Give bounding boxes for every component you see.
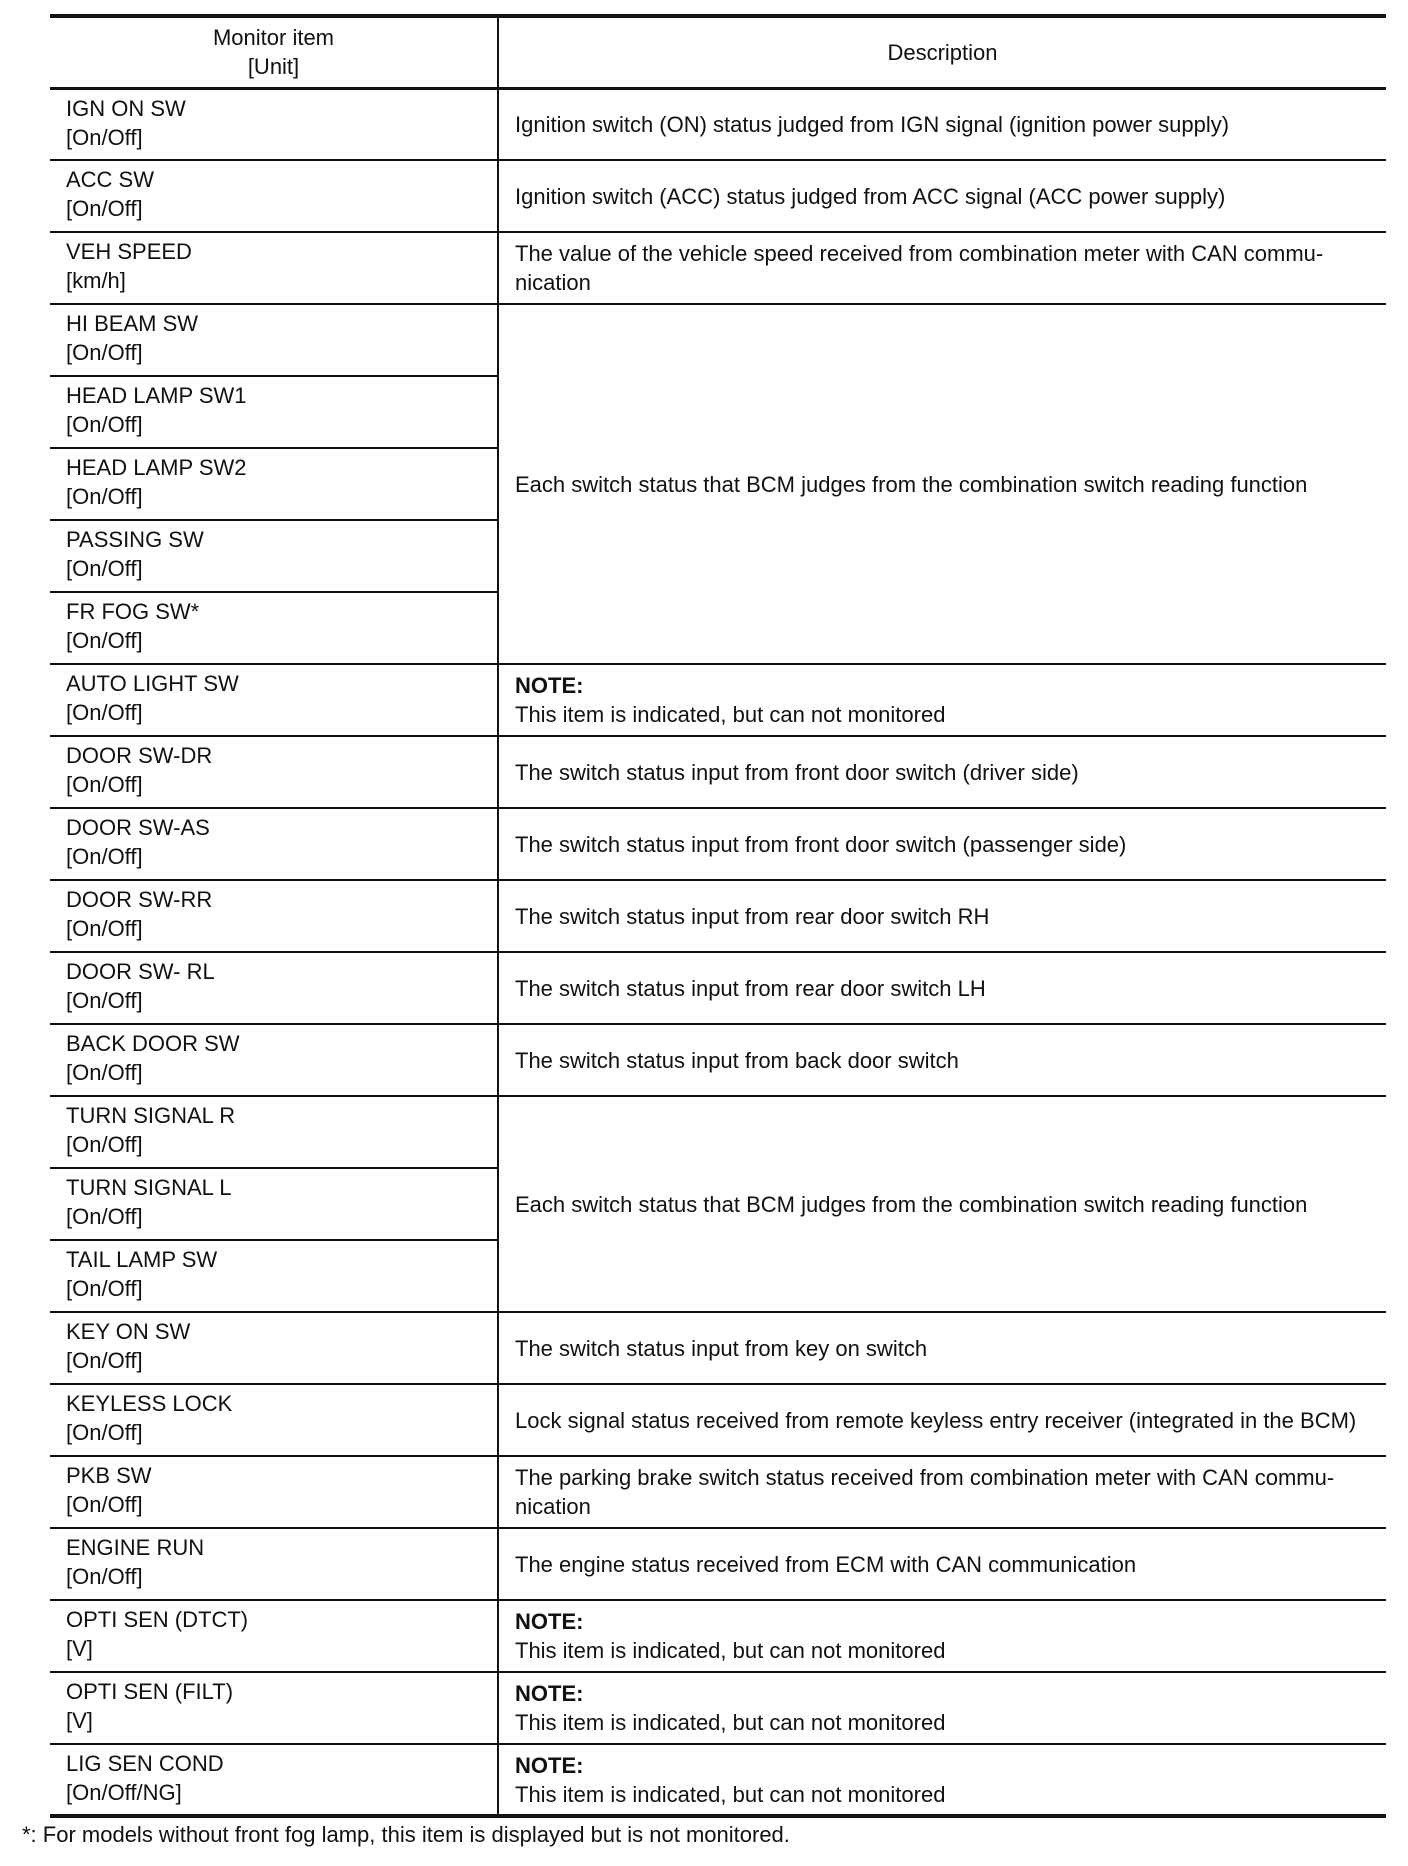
description-text: The value of the vehicle speed received from combination meter with CAN commu-nication [515,241,1324,295]
monitor-item-name: ENGINE RUN [66,1535,205,1560]
monitor-item-name: OPTI SEN (DTCT) [66,1607,249,1632]
description-text: Ignition switch (ACC) status judged from ACC signal (ACC power supply) [515,183,1226,209]
header-row [50,16,1386,88]
monitor-item-cell [50,232,498,304]
monitor-item-unit: [On/Off] [66,124,143,150]
description-cell [498,1456,1386,1528]
monitor-item-unit: [On/Off] [66,1348,143,1373]
footnote: *: For models without front fog lamp, this item is displayed but is not monitored. [22,1822,790,1847]
monitor-item-name: TURN SIGNAL R [66,1103,236,1128]
description-cell [498,952,1386,1024]
table-row [50,1312,1386,1384]
monitor-item-name: DOOR SW-AS [66,815,210,840]
monitor-item-unit: [V] [66,1708,93,1733]
monitor-item-name: PKB SW [66,1463,152,1488]
monitor-item-unit: [On/Off] [66,628,143,653]
monitor-item-name: OPTI SEN (FILT) [66,1679,234,1704]
monitor-item-cell [50,1168,498,1240]
monitor-item-unit: [On/Off] [66,1420,143,1445]
monitor-item-name: DOOR SW- RL [66,959,215,984]
monitor-item-unit: [On/Off/NG] [66,1780,182,1805]
description-column-header: Description [498,16,1386,88]
description-text: The switch status input from front door switch (passenger side) [515,831,1127,857]
monitor-item-name: FR FOG SW* [66,599,200,624]
description-cell [498,808,1386,880]
description-cell [498,1024,1386,1096]
description-text: The switch status input from rear door switch LH [515,975,986,1001]
table-row [50,952,1386,1024]
monitor-item-name: TAIL LAMP SW [66,1247,218,1272]
monitor-item-cell [50,952,498,1024]
monitor-item-name: DOOR SW-RR [66,887,213,912]
table-row [50,88,1386,160]
description-cell [498,736,1386,808]
monitor-item-name: AUTO LIGHT SW [66,671,239,696]
description-cell [498,1744,1386,1816]
description-text: This item is indicated, but can not monitored [515,1710,946,1735]
monitor-item-name: BACK DOOR SW [66,1031,240,1056]
description-text: The parking brake switch status received from combination meter with CAN commu-nication [515,1465,1335,1519]
table-row [50,1744,1386,1816]
monitor-item-unit: [On/Off] [66,484,143,509]
table-row [50,1528,1386,1600]
monitor-item-unit: [On/Off] [66,412,143,437]
table-row [50,1672,1386,1744]
monitor-item-table [50,14,1386,1818]
table-row [50,160,1386,232]
description-text: The switch status input from back door switch [515,1047,959,1073]
description-cell [498,88,1386,160]
monitor-item-cell [50,1024,498,1096]
monitor-item-cell [50,376,498,448]
monitor-item-unit: [On/Off] [66,1564,143,1589]
table-row [50,808,1386,880]
monitor-item-unit: [On/Off] [66,1132,143,1157]
description-text: This item is indicated, but can not monitored [515,1638,946,1663]
table-row [50,1384,1386,1456]
monitor-item-name: HI BEAM SW [66,311,199,336]
monitor-item-cell [50,1312,498,1384]
description-cell [498,880,1386,952]
description-cell [498,232,1386,304]
table-header [50,16,1386,88]
description-text: Ignition switch (ON) status judged from IGN signal (ignition power supply) [515,111,1230,137]
monitor-item-cell [50,1456,498,1528]
table-row [50,1456,1386,1528]
table-row [50,664,1386,736]
description-cell [498,664,1386,736]
monitor-item-cell [50,1240,498,1312]
monitor-item-unit: [On/Off] [66,700,143,725]
table-row [50,232,1386,304]
monitor-item-unit: [On/Off] [66,844,143,869]
monitor-item-unit: [On/Off] [66,1492,143,1517]
description-text: This item is indicated, but can not monitored [515,702,946,727]
monitor-item-cell [50,736,498,808]
monitor-item-cell [50,664,498,736]
description-cell [498,1672,1386,1744]
description-cell [498,1312,1386,1384]
monitor-item-unit: [km/h] [66,268,126,293]
monitor-item-name: DOOR SW-DR [66,743,213,768]
table-row [50,1096,1386,1168]
monitor-item-name: VEH SPEED [66,239,192,264]
monitor-item-unit: [V] [66,1636,93,1661]
description-cell [498,1528,1386,1600]
monitor-item-cell [50,160,498,232]
monitor-item-unit: [On/Off] [66,1204,143,1229]
monitor-item-unit: [On/Off] [66,340,143,365]
monitor-item-unit: [On/Off] [66,556,143,581]
table-row [50,304,1386,376]
monitor-item-cell [50,1384,498,1456]
monitor-item-cell [50,592,498,664]
description-cell [498,304,1386,664]
description-text: Each switch status that BCM judges from the combination switch reading function [515,471,1308,497]
note-label: NOTE: [515,1609,584,1634]
monitor-item-name: KEY ON SW [66,1319,191,1344]
description-cell [498,1096,1386,1312]
description-text: The switch status input from key on switch [515,1335,928,1361]
description-text: Lock signal status received from remote keyless entry receiver (integrated in the BCM) [515,1407,1357,1433]
monitor-item-name: HEAD LAMP SW2 [66,455,247,480]
monitor-item-cell [50,448,498,520]
description-cell [498,1384,1386,1456]
header-unit-label: [Unit] [247,54,300,80]
description-text: The switch status input from rear door switch RH [515,903,990,929]
monitor-item-unit: [On/Off] [66,1276,143,1301]
note-label: NOTE: [515,1681,584,1706]
monitor-item-cell [50,1600,498,1672]
description-text: This item is indicated, but can not monitored [515,1781,946,1807]
monitor-item-name: KEYLESS LOCK [66,1391,233,1416]
monitor-item-unit: [On/Off] [66,988,143,1013]
monitor-item-name: ACC SW [66,167,154,192]
table-row [50,880,1386,952]
monitor-item-cell [50,880,498,952]
monitor-item-name: PASSING SW [66,527,204,552]
table-row [50,736,1386,808]
monitor-item-column-header [50,16,498,88]
description-cell [498,1600,1386,1672]
monitor-item-cell [50,1672,498,1744]
monitor-item-cell [50,808,498,880]
monitor-item-unit: [On/Off] [66,916,143,941]
monitor-item-cell [50,1096,498,1168]
monitor-item-unit: [On/Off] [66,1060,143,1085]
table-row [50,1024,1386,1096]
monitor-item-cell [50,1528,498,1600]
monitor-item-cell [50,88,498,160]
note-label: NOTE: [515,1752,584,1778]
note-label: NOTE: [515,673,584,698]
table-row [50,1600,1386,1672]
monitor-item-cell [50,1744,498,1816]
monitor-item-unit: [On/Off] [66,772,143,797]
table-body [50,88,1386,1816]
monitor-item-name: IGN ON SW [66,95,186,121]
monitor-item-name: HEAD LAMP SW1 [66,383,247,408]
description-text: The switch status input from front door switch (driver side) [515,759,1079,785]
description-text: The engine status received from ECM with CAN communication [515,1551,1137,1577]
monitor-item-name: LIG SEN COND [66,1751,224,1776]
monitor-item-cell [50,520,498,592]
monitor-item-cell [50,304,498,376]
description-text: Each switch status that BCM judges from the combination switch reading function [515,1191,1308,1217]
monitor-item-name: TURN SIGNAL L [66,1175,232,1200]
monitor-item-unit: [On/Off] [66,196,143,221]
header-item-label: Monitor item [212,25,335,51]
description-cell [498,160,1386,232]
